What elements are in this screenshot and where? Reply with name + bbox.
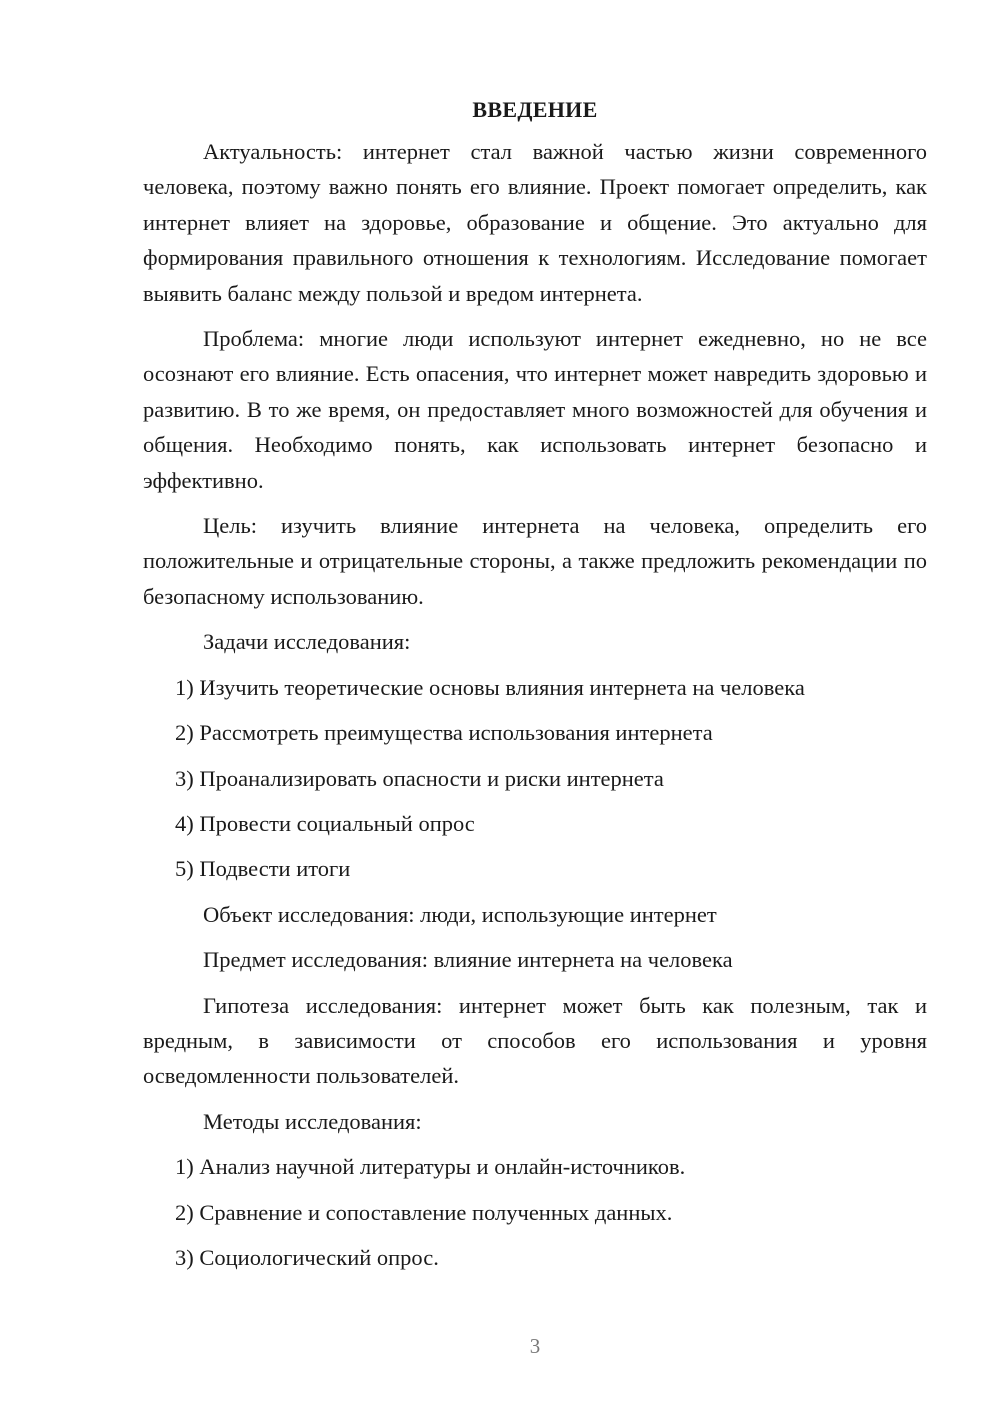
methods-heading: Методы исследования:	[203, 1108, 422, 1134]
page-content	[143, 92, 927, 1285]
page-number: 3	[529, 1334, 541, 1358]
task-item: 1) Изучить теоретические основы влияния интернета на человека	[175, 674, 805, 700]
hypothesis-paragraph: Гипотеза исследования: интернет может быть как полезным, так и вредным, в зависимости от способов его использования и уровня осведомленности пользователей.	[143, 992, 927, 1089]
task-item: 5) Подвести итоги	[175, 856, 351, 882]
task-item: 4) Провести социальный опрос	[175, 810, 475, 836]
section-title: ВВЕДЕНИЕ	[472, 97, 598, 122]
methods-list	[143, 1149, 927, 1275]
relevance-paragraph: Актуальность: интернет стал важной частью жизни современного человека, поэтому важно понять его влияние. Проект помогает определить, как интернет влияет на здоровье, образование и общение. Это актуально для формирования правильного отношения к технологиям. Исследование помогает выявить баланс между пользой и вредом интернета.	[143, 139, 927, 306]
task-item: 3) Проанализировать опасности и риски интернета	[175, 765, 664, 791]
method-item: 3) Социологический опрос.	[175, 1244, 439, 1270]
problem-paragraph: Проблема: многие люди используют интернет ежедневно, но не все осознают его влияние. Есть опасения, что интернет может навредить здоровью и развитию. В то же время, он предоставляет много возможностей для обучения и общения. Необходимо понять, как использовать интернет безопасно и эффективно.	[143, 326, 927, 493]
method-item: 2) Сравнение и сопоставление полученных данных.	[175, 1199, 673, 1225]
goal-paragraph: Цель: изучить влияние интернета на человека, определить его положительные и отрицательные стороны, а также предложить рекомендации по безопасному использованию.	[143, 513, 927, 609]
tasks-heading: Задачи исследования:	[203, 629, 411, 655]
research-subject: Предмет исследования: влияние интернета на человека	[203, 947, 733, 973]
task-item: 2) Рассмотреть преимущества использования интернета	[175, 720, 713, 746]
research-object: Объект исследования: люди, использующие интернет	[203, 901, 717, 927]
method-item: 1) Анализ научной литературы и онлайн-источников.	[175, 1154, 686, 1180]
tasks-list	[143, 670, 927, 887]
